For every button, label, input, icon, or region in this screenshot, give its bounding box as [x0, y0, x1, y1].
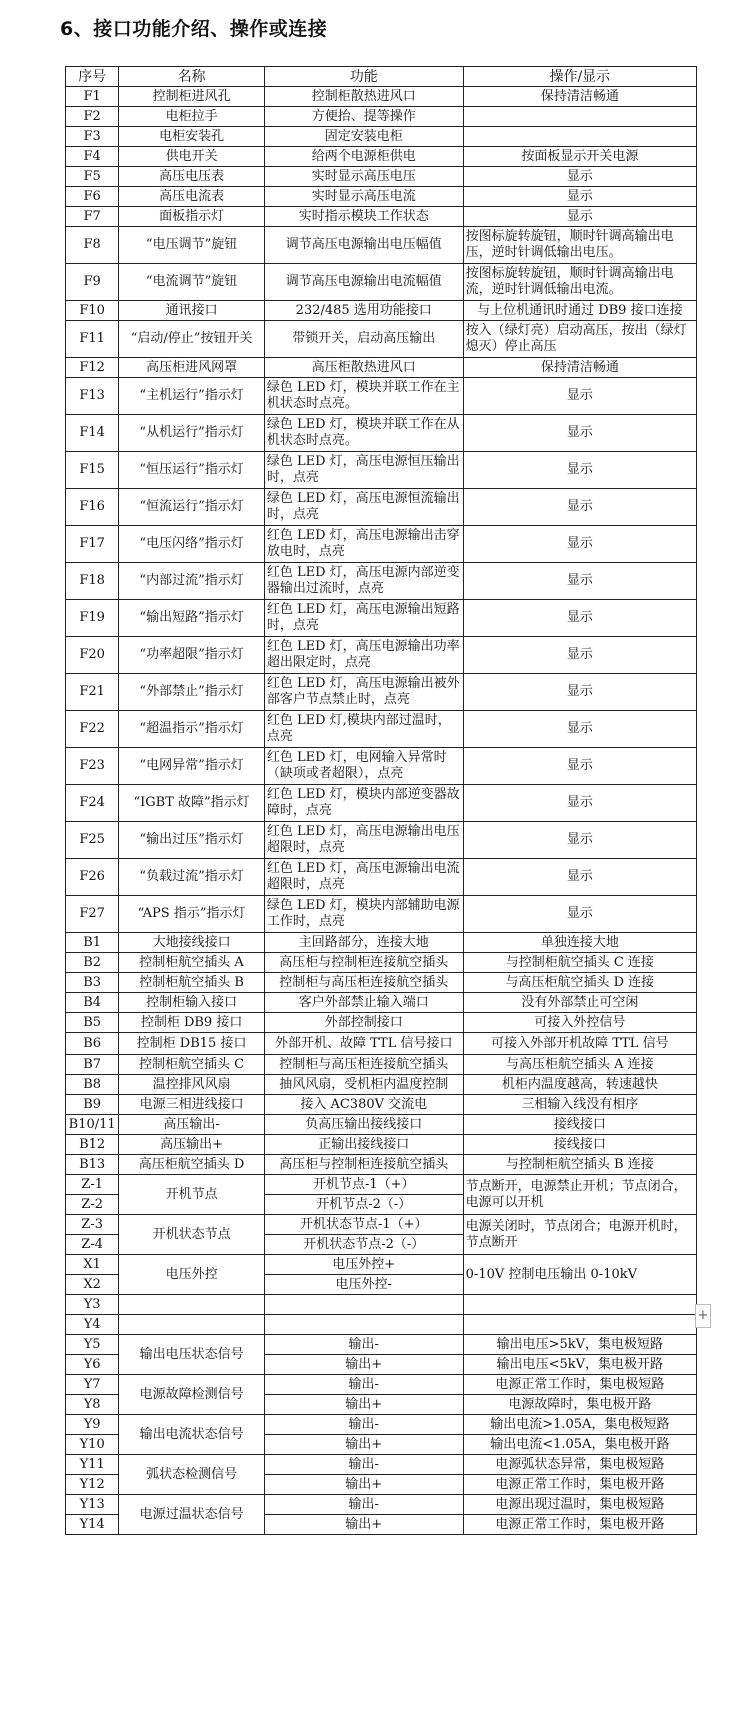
row-name: 高压输出+	[119, 1135, 265, 1155]
table-row	[66, 358, 697, 378]
row-function: 输出-	[264, 1495, 463, 1515]
table-header-row	[66, 67, 697, 87]
row-id: B3	[66, 973, 119, 993]
row-function: 红色 LED 灯，高压电源输出被外部客户节点禁止时，点亮	[264, 674, 463, 711]
signal-name: 输出电压状态信号	[119, 1335, 265, 1375]
row-name: 控制柜输入接口	[119, 993, 265, 1013]
row-function: 开机节点-2（-）	[264, 1195, 463, 1215]
row-function: 绿色 LED 灯，模块并联工作在主机状态时点亮。	[264, 378, 463, 415]
table-row	[66, 1055, 697, 1075]
row-operation: 与控制柜航空插头 C 连接	[463, 953, 696, 973]
row-operation: 显示	[463, 748, 696, 785]
row-name: 高压电压表	[119, 167, 265, 187]
row-operation: 与上位机通讯时通过 DB9 接口连接	[463, 301, 696, 321]
row-operation: 电源正常工作时，集电极开路	[463, 1515, 696, 1535]
row-id: Y8	[66, 1395, 119, 1415]
row-operation: 显示	[463, 637, 696, 674]
row-name: 面板指示灯	[119, 207, 265, 227]
table-row	[66, 1175, 697, 1195]
row-name	[119, 1315, 265, 1335]
row-name: 控制柜进风孔	[119, 87, 265, 107]
row-operation: 显示	[463, 415, 696, 452]
row-operation: 没有外部禁止可空闲	[463, 993, 696, 1013]
row-name: “启动/停止”按钮开关	[119, 321, 265, 358]
row-name: “从机运行”指示灯	[119, 415, 265, 452]
table-row	[66, 1495, 697, 1515]
row-name: 温控排风风扇	[119, 1075, 265, 1095]
table-row	[66, 1075, 697, 1095]
table-row	[66, 1315, 697, 1335]
row-operation: 显示	[463, 822, 696, 859]
row-name: 高压电流表	[119, 187, 265, 207]
row-operation: 电源正常工作时，集电极短路	[463, 1375, 696, 1395]
table-row	[66, 953, 697, 973]
row-operation	[463, 107, 696, 127]
table-row	[66, 785, 697, 822]
row-operation: 保持清洁畅通	[463, 358, 696, 378]
row-function: 高压柜与控制柜连接航空插头	[264, 953, 463, 973]
row-name: “APS 指示”指示灯	[119, 896, 265, 933]
table-row	[66, 207, 697, 227]
row-function: 红色 LED 灯，模块内部逆变器故障时，点亮	[264, 785, 463, 822]
table-row	[66, 378, 697, 415]
row-id: F27	[66, 896, 119, 933]
row-function: 输出+	[264, 1435, 463, 1455]
row-function: 开机状态节点-1（+）	[264, 1215, 463, 1235]
row-id: B1	[66, 933, 119, 953]
row-operation: 电源出现过温时，集电极短路	[463, 1495, 696, 1515]
interface-table	[65, 66, 697, 1535]
row-operation: 显示	[463, 563, 696, 600]
row-function: 绿色 LED 灯，高压电源恒压输出时，点亮	[264, 452, 463, 489]
row-id: F13	[66, 378, 119, 415]
row-id: B2	[66, 953, 119, 973]
section-heading: 6、接口功能介绍、操作或连接	[60, 18, 328, 40]
table-row	[66, 896, 697, 933]
row-name: “电压闪络”指示灯	[119, 526, 265, 563]
col-header-operation: 操作/显示	[463, 67, 696, 87]
row-name: “恒压运行”指示灯	[119, 452, 265, 489]
row-operation: 输出电压>5kV，集电极短路	[463, 1335, 696, 1355]
row-function: 电压外控-	[264, 1275, 463, 1295]
row-operation: 显示	[463, 207, 696, 227]
row-operation	[463, 127, 696, 147]
row-name: 控制柜航空插头 A	[119, 953, 265, 973]
row-name: “输出短路”指示灯	[119, 600, 265, 637]
table-row	[66, 452, 697, 489]
row-function: 输出-	[264, 1375, 463, 1395]
table-body	[66, 87, 697, 1535]
row-id: Y4	[66, 1315, 119, 1335]
row-operation: 与高压柜航空插头 D 连接	[463, 973, 696, 993]
row-function: 绿色 LED 灯，高压电源恒流输出时，点亮	[264, 489, 463, 526]
row-id: B12	[66, 1135, 119, 1155]
row-id: F20	[66, 637, 119, 674]
row-operation: 按面板显示开关电源	[463, 147, 696, 167]
row-id: Z-1	[66, 1175, 119, 1195]
row-function: 控制柜与高压柜连接航空插头	[264, 973, 463, 993]
table-row	[66, 1295, 697, 1315]
table-row	[66, 321, 697, 358]
signal-name: 弧状态检测信号	[119, 1455, 265, 1495]
table-row	[66, 1135, 697, 1155]
table-row	[66, 563, 697, 600]
row-id: F10	[66, 301, 119, 321]
row-name: 电柜安装孔	[119, 127, 265, 147]
row-function: 红色 LED 灯,模块内部过温时，点亮	[264, 711, 463, 748]
row-id: Y7	[66, 1375, 119, 1395]
table-row	[66, 711, 697, 748]
row-id: Y13	[66, 1495, 119, 1515]
row-id: B10/11	[66, 1115, 119, 1135]
row-id: Z-2	[66, 1195, 119, 1215]
table-row	[66, 1335, 697, 1355]
row-function: 红色 LED 灯，高压电源输出短路时，点亮	[264, 600, 463, 637]
table-row	[66, 1255, 697, 1275]
row-operation: 输出电流<1.05A，集电极开路	[463, 1435, 696, 1455]
row-operation: 电源正常工作时，集电极开路	[463, 1475, 696, 1495]
row-name: “电流调节”旋钮	[119, 264, 265, 301]
row-function: 232/485 选用功能接口	[264, 301, 463, 321]
row-name: “电压调节”旋钮	[119, 227, 265, 264]
group-name: 开机状态节点	[119, 1215, 265, 1255]
row-function: 输出+	[264, 1475, 463, 1495]
row-function: 输出+	[264, 1395, 463, 1415]
row-function: 输出+	[264, 1515, 463, 1535]
row-name: “外部禁止”指示灯	[119, 674, 265, 711]
row-operation: 电源故障时，集电极开路	[463, 1395, 696, 1415]
row-function: 红色 LED 灯，高压电源内部逆变器输出过流时，点亮	[264, 563, 463, 600]
group-name: 开机节点	[119, 1175, 265, 1215]
row-operation: 可接入外部开机故障 TTL 信号	[463, 1033, 696, 1055]
row-function: 实时显示高压电压	[264, 167, 463, 187]
row-id: F14	[66, 415, 119, 452]
row-name	[119, 1295, 265, 1315]
row-id: F9	[66, 264, 119, 301]
row-name: “电网异常”指示灯	[119, 748, 265, 785]
table-row	[66, 1013, 697, 1033]
expand-button[interactable]: +	[695, 1304, 711, 1328]
table-row	[66, 1155, 697, 1175]
table-row	[66, 1415, 697, 1435]
row-operation: 显示	[463, 187, 696, 207]
table-row	[66, 526, 697, 563]
row-id: F18	[66, 563, 119, 600]
row-function: 电压外控+	[264, 1255, 463, 1275]
row-operation: 机柜内温度越高，转速越快	[463, 1075, 696, 1095]
row-operation: 保持清洁畅通	[463, 87, 696, 107]
row-function: 控制柜散热进风口	[264, 87, 463, 107]
table-row	[66, 822, 697, 859]
row-name: 控制柜航空插头 B	[119, 973, 265, 993]
row-id: F6	[66, 187, 119, 207]
row-id: F5	[66, 167, 119, 187]
row-function: 负高压输出接线接口	[264, 1115, 463, 1135]
row-function	[264, 1295, 463, 1315]
row-id: F23	[66, 748, 119, 785]
row-operation: 输出电压<5kV，集电极开路	[463, 1355, 696, 1375]
row-name: “超温指示”指示灯	[119, 711, 265, 748]
row-operation: 显示	[463, 526, 696, 563]
row-operation: 显示	[463, 711, 696, 748]
row-id: F15	[66, 452, 119, 489]
row-function: 输出-	[264, 1335, 463, 1355]
row-operation: 显示	[463, 859, 696, 896]
row-function: 调节高压电源输出电压幅值	[264, 227, 463, 264]
group-operation: 0-10V 控制电压输出 0-10kV	[463, 1255, 696, 1295]
row-id: X2	[66, 1275, 119, 1295]
row-operation: 显示	[463, 600, 696, 637]
row-id: B6	[66, 1033, 119, 1055]
row-name: 大地接线接口	[119, 933, 265, 953]
table-row	[66, 147, 697, 167]
col-header-id: 序号	[66, 67, 119, 87]
row-id: F7	[66, 207, 119, 227]
row-function: 调节高压电源输出电流幅值	[264, 264, 463, 301]
row-function: 开机状态节点-2（-）	[264, 1235, 463, 1255]
row-id: Y11	[66, 1455, 119, 1475]
row-name: 高压柜航空插头 D	[119, 1155, 265, 1175]
row-function: 红色 LED 灯，高压电源输出功率超出限定时，点亮	[264, 637, 463, 674]
row-operation: 显示	[463, 489, 696, 526]
row-operation	[463, 1315, 696, 1335]
table-row	[66, 415, 697, 452]
row-id: F1	[66, 87, 119, 107]
table-row	[66, 489, 697, 526]
table-row	[66, 167, 697, 187]
table-row	[66, 301, 697, 321]
row-id: F22	[66, 711, 119, 748]
row-id: Y3	[66, 1295, 119, 1315]
row-id: Y14	[66, 1515, 119, 1535]
table-row	[66, 1033, 697, 1055]
table-row	[66, 1215, 697, 1235]
row-function	[264, 1315, 463, 1335]
row-function: 方便抬、提等操作	[264, 107, 463, 127]
table-row	[66, 973, 697, 993]
row-name: 高压输出-	[119, 1115, 265, 1135]
row-name: 供电开关	[119, 147, 265, 167]
row-id: B8	[66, 1075, 119, 1095]
col-header-function: 功能	[264, 67, 463, 87]
row-id: B13	[66, 1155, 119, 1175]
row-function: 绿色 LED 灯，模块内部辅助电源工作时，点亮	[264, 896, 463, 933]
row-name: 通讯接口	[119, 301, 265, 321]
table-row	[66, 748, 697, 785]
signal-name: 电源过温状态信号	[119, 1495, 265, 1535]
row-name: 控制柜 DB15 接口	[119, 1033, 265, 1055]
row-function: 输出+	[264, 1355, 463, 1375]
table-row	[66, 1375, 697, 1395]
row-id: F19	[66, 600, 119, 637]
row-operation: 显示	[463, 378, 696, 415]
table-row	[66, 637, 697, 674]
group-name: 电压外控	[119, 1255, 265, 1295]
table-row	[66, 107, 697, 127]
row-id: B7	[66, 1055, 119, 1075]
row-id: F12	[66, 358, 119, 378]
row-id: F24	[66, 785, 119, 822]
signal-name: 电源故障检测信号	[119, 1375, 265, 1415]
row-function: 绿色 LED 灯，模块并联工作在从机状态时点亮。	[264, 415, 463, 452]
row-operation: 三相输入线没有相序	[463, 1095, 696, 1115]
row-operation: 显示	[463, 452, 696, 489]
row-name: 电柜拉手	[119, 107, 265, 127]
row-name: “内部过流”指示灯	[119, 563, 265, 600]
row-function: 抽风风扇，受机柜内温度控制	[264, 1075, 463, 1095]
table-row	[66, 674, 697, 711]
row-function: 输出-	[264, 1455, 463, 1475]
row-operation: 按图标旋转旋钮，顺时针调高输出电压，逆时针调低输出电压。	[463, 227, 696, 264]
row-function: 高压柜散热进风口	[264, 358, 463, 378]
row-operation: 可接入外控信号	[463, 1013, 696, 1033]
row-id: F3	[66, 127, 119, 147]
row-function: 红色 LED 灯，电网输入异常时（缺项或者超限），点亮	[264, 748, 463, 785]
row-id: B5	[66, 1013, 119, 1033]
row-function: 外部开机、故障 TTL 信号接口	[264, 1033, 463, 1055]
row-id: Y6	[66, 1355, 119, 1375]
row-name: “输出过压”指示灯	[119, 822, 265, 859]
row-function: 输出-	[264, 1415, 463, 1435]
row-name: 电源三相进线接口	[119, 1095, 265, 1115]
row-id: F21	[66, 674, 119, 711]
row-operation: 按入（绿灯亮）启动高压，按出（绿灯熄灭）停止高压	[463, 321, 696, 358]
row-id: Y10	[66, 1435, 119, 1455]
row-name: 高压柜进风网罩	[119, 358, 265, 378]
row-function: 主回路部分，连接大地	[264, 933, 463, 953]
table-row	[66, 127, 697, 147]
row-function: 红色 LED 灯，高压电源输出击穿放电时，点亮	[264, 526, 463, 563]
table-row	[66, 227, 697, 264]
row-id: B9	[66, 1095, 119, 1115]
table-row	[66, 1455, 697, 1475]
row-operation: 接线接口	[463, 1135, 696, 1155]
row-function: 开机节点-1（+）	[264, 1175, 463, 1195]
row-function: 控制柜与高压柜连接航空插头	[264, 1055, 463, 1075]
table-row	[66, 87, 697, 107]
row-operation: 接线接口	[463, 1115, 696, 1135]
row-name: “恒流运行”指示灯	[119, 489, 265, 526]
row-id: F2	[66, 107, 119, 127]
row-name: “IGBT 故障”指示灯	[119, 785, 265, 822]
table-row	[66, 993, 697, 1013]
row-function: 正输出接线接口	[264, 1135, 463, 1155]
row-function: 给两个电源柜供电	[264, 147, 463, 167]
row-operation: 显示	[463, 785, 696, 822]
row-id: Y9	[66, 1415, 119, 1435]
row-id: F17	[66, 526, 119, 563]
table-row	[66, 859, 697, 896]
table-row	[66, 187, 697, 207]
row-id: Z-4	[66, 1235, 119, 1255]
row-id: F25	[66, 822, 119, 859]
row-name: 控制柜 DB9 接口	[119, 1013, 265, 1033]
row-id: F26	[66, 859, 119, 896]
row-name: 控制柜航空插头 C	[119, 1055, 265, 1075]
row-operation: 显示	[463, 896, 696, 933]
row-operation: 显示	[463, 167, 696, 187]
row-id: Z-3	[66, 1215, 119, 1235]
row-function: 高压柜与控制柜连接航空插头	[264, 1155, 463, 1175]
table-row	[66, 600, 697, 637]
row-function: 实时显示高压电流	[264, 187, 463, 207]
row-id: X1	[66, 1255, 119, 1275]
group-operation: 电源关闭时，节点闭合；电源开机时，节点断开	[463, 1215, 696, 1255]
row-operation: 单独连接大地	[463, 933, 696, 953]
row-id: Y5	[66, 1335, 119, 1355]
group-operation: 节点断开，电源禁止开机；节点闭合，电源可以开机	[463, 1175, 696, 1215]
row-operation: 按图标旋转旋钮，顺时针调高输出电流，逆时针调低输出电流。	[463, 264, 696, 301]
row-function: 固定安装电柜	[264, 127, 463, 147]
row-function: 客户外部禁止输入端口	[264, 993, 463, 1013]
row-operation: 显示	[463, 674, 696, 711]
row-id: Y12	[66, 1475, 119, 1495]
row-function: 带锁开关，启动高压输出	[264, 321, 463, 358]
col-header-name: 名称	[119, 67, 265, 87]
row-name: “主机运行”指示灯	[119, 378, 265, 415]
row-id: B4	[66, 993, 119, 1013]
row-id: F8	[66, 227, 119, 264]
table-row	[66, 1095, 697, 1115]
table-row	[66, 933, 697, 953]
row-operation: 与高压柜航空插头 A 连接	[463, 1055, 696, 1075]
table-row	[66, 264, 697, 301]
row-operation	[463, 1295, 696, 1315]
row-function: 红色 LED 灯，高压电源输出电流超限时，点亮	[264, 859, 463, 896]
row-name: “功率超限”指示灯	[119, 637, 265, 674]
row-operation: 与控制柜航空插头 B 连接	[463, 1155, 696, 1175]
row-function: 红色 LED 灯，高压电源输出电压超限时，点亮	[264, 822, 463, 859]
row-id: F11	[66, 321, 119, 358]
row-operation: 输出电流>1.05A，集电极短路	[463, 1415, 696, 1435]
row-id: F16	[66, 489, 119, 526]
row-function: 外部控制接口	[264, 1013, 463, 1033]
row-function: 实时指示模块工作状态	[264, 207, 463, 227]
row-operation: 电源弧状态异常，集电极短路	[463, 1455, 696, 1475]
table-row	[66, 1115, 697, 1135]
row-function: 接入 AC380V 交流电	[264, 1095, 463, 1115]
row-id: F4	[66, 147, 119, 167]
row-name: “负载过流”指示灯	[119, 859, 265, 896]
signal-name: 输出电流状态信号	[119, 1415, 265, 1455]
